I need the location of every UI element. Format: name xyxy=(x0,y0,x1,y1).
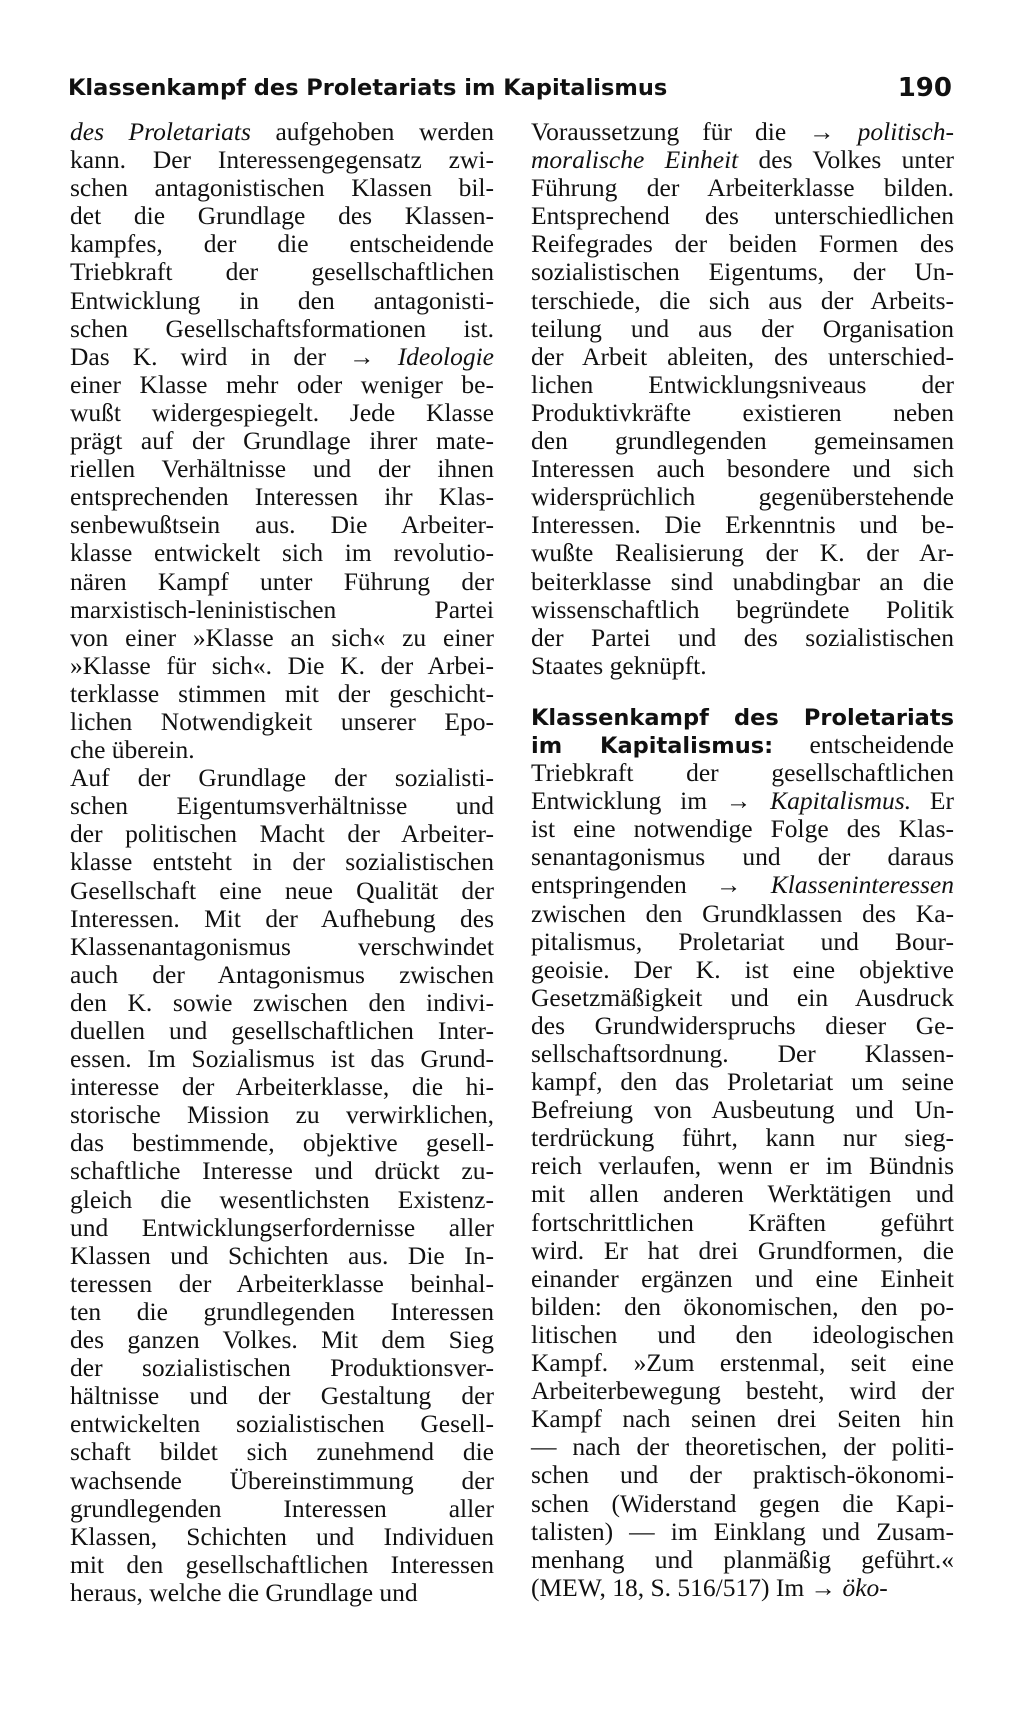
text-line: litischen und den ideologischen xyxy=(531,1319,954,1349)
text-line: Gesellschaft eine neue Qualität der xyxy=(70,875,494,905)
text-line: duellen und gesellschaftlichen Inter- xyxy=(70,1016,494,1045)
text-line: Klassen, Schichten und Individuen xyxy=(70,1521,494,1551)
text-line: lichen Notwendigkeit unserer Epo- xyxy=(70,706,494,736)
running-head xyxy=(68,68,952,108)
right-column xyxy=(531,118,954,1602)
text-line: Triebkraft der gesellschaftlichen xyxy=(531,758,954,788)
text-line: Führung der Arbeiterklasse bilden. xyxy=(531,173,954,203)
text-line: geoisie. Der K. ist eine objektive xyxy=(531,954,954,984)
text-line: heraus, welche die Grundlage und xyxy=(70,1577,418,1607)
text-line: schaftliche Interesse und drückt zu- xyxy=(70,1156,494,1186)
text-line: essen. Im Sozialismus ist das Grund- xyxy=(70,1044,494,1074)
text-line: und Entwicklungserfordernisse aller xyxy=(70,1212,494,1242)
text-line: storische Mission zu verwirklichen, xyxy=(70,1100,494,1130)
text-line: pitalismus, Proletariat und Bour- xyxy=(531,926,954,956)
text-line: Gesetzmäßigkeit und ein Ausdruck xyxy=(531,982,954,1012)
text-line: zwischen den Grundklassen des Ka- xyxy=(531,898,954,928)
text-line: mit allen anderen Werktätigen und xyxy=(531,1179,954,1209)
text-line: einander ergänzen und eine Einheit xyxy=(531,1263,954,1293)
text-run: Staates geknüpft. xyxy=(531,650,707,680)
text-line: — nach der theoretischen, der politi- xyxy=(531,1432,954,1462)
text-line xyxy=(531,652,954,680)
cross-reference: politisch- xyxy=(857,117,954,146)
text-line: auch der Antagonismus zwischen xyxy=(70,959,494,989)
text-line: Kampf. »Zum erstenmal, seit eine xyxy=(531,1348,954,1378)
text-line xyxy=(531,703,954,731)
text-line: wußte Realisierung der K. der Ar- xyxy=(531,538,954,568)
text-line: entwickelten sozialistischen Gesell- xyxy=(70,1409,494,1439)
text-line: Klassen und Schichten aus. Die In- xyxy=(70,1240,494,1270)
text-line: Reifegrades der beiden Formen des xyxy=(531,229,954,259)
text-line: Entsprechend des unterschiedlichen xyxy=(531,201,954,231)
text-line: kampfes, der die entscheidende xyxy=(70,229,494,259)
text-line: kann. Der Interessengegensatz zwi- xyxy=(70,145,494,175)
text-line: schen Eigentumsverhältnisse und xyxy=(70,791,494,821)
text-line: sozialistischen Eigentums, der Un- xyxy=(531,257,954,287)
text-line xyxy=(531,146,954,174)
text-run: entscheidende xyxy=(773,729,954,759)
text-line: ist eine notwendige Folge des Klas- xyxy=(531,814,954,844)
text-line: wird. Er hat drei Grundformen, die xyxy=(531,1235,954,1265)
text-line: lichen Entwicklungsniveaus der xyxy=(531,369,954,399)
text-line: des ganzen Volkes. Mit dem Sieg xyxy=(70,1325,494,1355)
text-line xyxy=(531,787,954,815)
text-line: hältnisse und der Gestaltung der xyxy=(70,1381,494,1411)
text-line: »Klasse für sich«. Die K. der Arbei- xyxy=(70,650,494,680)
text-line: schen (Widerstand gegen die Kapi- xyxy=(531,1488,954,1518)
text-line: Triebkraft der gesellschaftlichen xyxy=(70,257,494,287)
text-line: marxistisch-leninistischen Partei xyxy=(70,594,494,624)
text-line: ten die grundlegenden Interessen xyxy=(70,1296,494,1326)
text-line: der Partei und des sozialistischen xyxy=(531,622,954,652)
text-line: senbewußtsein aus. Die Arbeiter- xyxy=(70,510,494,540)
cross-reference: Klasseninteressen xyxy=(770,870,954,900)
text-run: aufgehoben werden xyxy=(250,117,494,146)
text-line: Interessen. Die Erkenntnis und be- xyxy=(531,510,954,540)
text-run: des Volkes unter xyxy=(738,145,955,175)
text-line: Kampf nach seinen drei Seiten hin xyxy=(531,1404,954,1434)
text-run: Er xyxy=(911,786,954,816)
text-line: der sozialistischen Produktionsver- xyxy=(70,1353,494,1383)
text-line: interesse der Arbeiterklasse, die hi- xyxy=(70,1072,494,1102)
text-line: Produktivkräfte existieren neben xyxy=(531,397,954,427)
text-line: Auf der Grundlage der sozialisti- xyxy=(70,763,494,793)
cross-reference: moralische Einheit xyxy=(531,145,739,175)
text-line: talisten) — im Einklang und Zusam- xyxy=(531,1516,954,1546)
text-line: menhang und planmäßig geführt.« xyxy=(531,1544,954,1574)
text-line: terschiede, die sich aus der Arbeits- xyxy=(531,285,954,315)
text-line: nären Kampf unter Führung der xyxy=(70,566,494,596)
text-line: teilung und aus der Organisation xyxy=(531,313,954,343)
text-line: terklasse stimmen mit der geschicht- xyxy=(70,678,494,708)
cross-reference: des Proletariats xyxy=(70,117,251,146)
text-line: schen antagonistischen Klassen bil- xyxy=(70,173,494,203)
text-line: reich verlaufen, wenn er im Bündnis xyxy=(531,1151,954,1181)
text-line: Entwicklung in den antagonisti- xyxy=(70,285,494,315)
text-line: teressen der Arbeiterklasse beinhal- xyxy=(70,1268,494,1298)
text-run: Voraussetzung für die → xyxy=(531,117,858,146)
text-line: kampf, den das Proletariat um seine xyxy=(531,1067,954,1097)
running-head-title: Klassenkampf des Proletariats im Kapitalismus xyxy=(68,75,668,101)
text-line xyxy=(531,118,954,146)
text-line xyxy=(70,736,494,764)
text-line: riellen Verhältnisse und der ihnen xyxy=(70,454,494,484)
text-line xyxy=(70,118,494,146)
text-line: mit den gesellschaftlichen Interessen xyxy=(70,1549,494,1579)
text-line: entsprechenden Interessen ihr Klas- xyxy=(70,482,494,512)
cross-reference: Kapitalismus. xyxy=(770,786,912,816)
text-line: von einer »Klasse an sich« zu einer xyxy=(70,622,494,652)
cross-reference: Ideologie xyxy=(397,341,494,371)
text-run: entspringenden → xyxy=(531,870,771,900)
text-run: che überein. xyxy=(70,735,195,765)
text-line: Befreiung von Ausbeutung und Un- xyxy=(531,1095,954,1125)
text-line: Interessen. Mit der Aufhebung des xyxy=(70,903,494,933)
text-line: schen Gesellschaftsformationen ist. xyxy=(70,313,494,343)
text-line: Interessen auch besondere und sich xyxy=(531,454,954,484)
text-run: Das K. wird in der → xyxy=(70,341,398,371)
text-line: sellschaftsordnung. Der Klassen- xyxy=(531,1039,954,1068)
text-line xyxy=(531,871,954,899)
text-line: wissenschaftlich begründete Politik xyxy=(531,594,954,624)
text-line: des Grundwiderspruchs dieser Ge- xyxy=(531,1010,954,1040)
text-line xyxy=(531,731,954,759)
text-line: widersprüchlich gegenüberstehende xyxy=(531,482,954,512)
left-column xyxy=(70,118,494,1607)
text-line: det die Grundlage des Klassen- xyxy=(70,201,494,231)
entry-headword: Klassenkampf des Proletariats xyxy=(531,704,954,731)
text-line: einer Klasse mehr oder weniger be- xyxy=(70,369,494,399)
text-line: grundlegenden Interessen aller xyxy=(70,1493,494,1523)
text-line: den K. sowie zwischen den indivi- xyxy=(70,987,494,1017)
text-line: der politischen Macht der Arbeiter- xyxy=(70,819,494,849)
text-line: prägt auf der Grundlage ihrer mate- xyxy=(70,426,494,456)
text-line: das bestimmende, objektive gesell- xyxy=(70,1128,494,1158)
text-line xyxy=(70,343,494,371)
text-line: beiterklasse sind unabdingbar an die xyxy=(531,566,954,596)
text-line: klasse entsteht in der sozialistischen xyxy=(70,847,494,877)
text-line: wußt widergespiegelt. Jede Klasse xyxy=(70,397,494,427)
text-line xyxy=(531,1574,954,1602)
text-line: Klassenantagonismus verschwindet xyxy=(70,931,494,961)
text-line: gleich die wesentlichsten Existenz- xyxy=(70,1184,494,1214)
text-line: terdrückung führt, kann nur sieg- xyxy=(531,1123,954,1153)
cross-reference: öko- xyxy=(842,1572,888,1602)
text-line: bilden: den ökonomischen, den po- xyxy=(531,1291,954,1321)
text-line: wachsende Übereinstimmung der xyxy=(70,1465,494,1495)
paragraph-gap xyxy=(531,680,954,703)
text-line: fortschrittlichen Kräften geführt xyxy=(531,1207,954,1237)
text-line: den grundlegenden gemeinsamen xyxy=(531,426,954,456)
page-number: 190 xyxy=(897,73,952,103)
text-line: klasse entwickelt sich im revolutio- xyxy=(70,538,494,568)
entry-headword: im Kapitalismus: xyxy=(531,732,774,759)
text-line: Arbeiterbewegung besteht, wird der xyxy=(531,1376,954,1406)
text-line: der Arbeit ableiten, des unterschied- xyxy=(531,341,954,371)
text-run: Entwicklung im → xyxy=(531,786,771,816)
text-line: schaft bildet sich zunehmend die xyxy=(70,1437,494,1467)
text-line: schen und der praktisch-ökonomi- xyxy=(531,1460,954,1490)
text-line: senantagonismus und der daraus xyxy=(531,842,954,872)
text-run: (MEW, 18, S. 516/517) Im → xyxy=(531,1572,843,1602)
